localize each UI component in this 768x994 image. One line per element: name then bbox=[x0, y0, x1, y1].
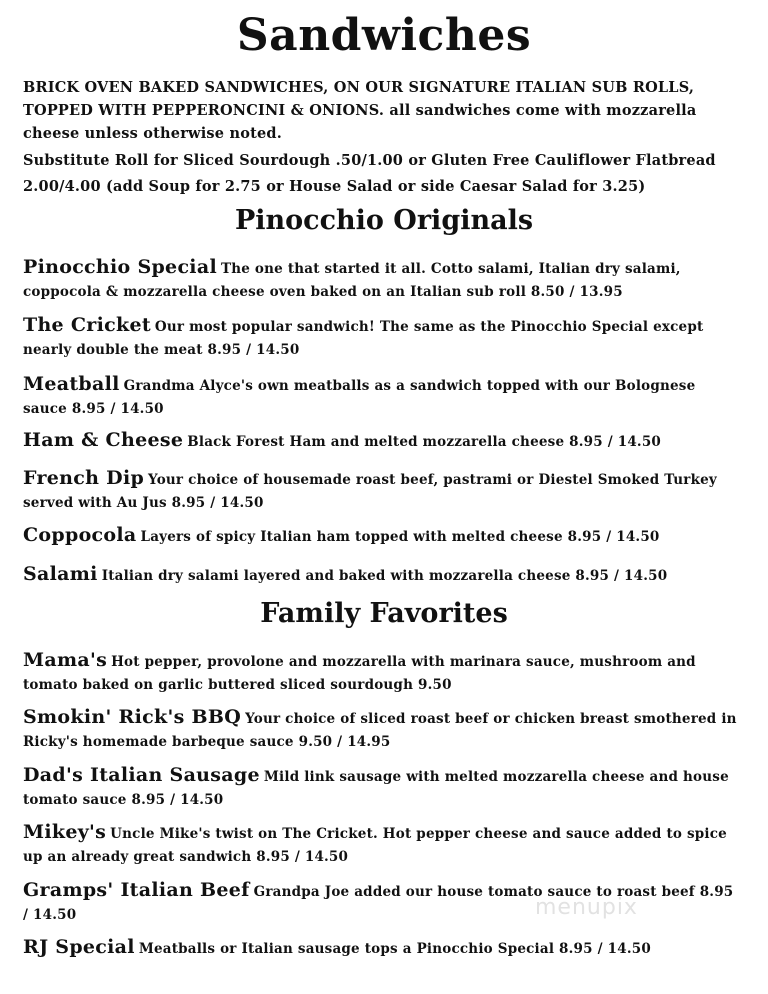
intro-text bbox=[23, 76, 743, 145]
item-desc: Your choice of sliced roast beef or chicken breast smothered in Ricky's homemade barbeque sauce 9.50 / 14.95 bbox=[23, 711, 737, 750]
item-desc: Hot pepper, provolone and mozzarella with marinara sauce, mushroom and tomato baked on garlic buttered sliced sourdough 9.50 bbox=[23, 654, 696, 693]
item-name: Salami bbox=[23, 563, 98, 585]
page-title: Sandwiches bbox=[236, 10, 532, 61]
item-name: Dad's Italian Sausage bbox=[23, 764, 260, 786]
section-title-pinocchio-originals: Pinocchio Originals bbox=[234, 205, 534, 236]
menu-item bbox=[23, 706, 743, 754]
menu-item bbox=[23, 764, 743, 812]
menu-item bbox=[23, 373, 743, 421]
menu-item bbox=[23, 314, 743, 362]
item-desc: Your choice of housemade roast beef, pastrami or Diestel Smoked Turkey served with Au Jus 8.95 / 14.50 bbox=[23, 472, 717, 511]
menu-item bbox=[23, 936, 743, 961]
substitute-note: Substitute Roll for Sliced Sourdough .50/1.00 or Gluten Free Cauliflower Flatbread 2.00/4.00 (add Soup for 2.75 or House Salad or side Caesar Salad for 3.25) bbox=[23, 152, 716, 195]
intro-note: all sandwiches come with mozzarella cheese unless otherwise noted. bbox=[23, 102, 697, 142]
item-name: French Dip bbox=[23, 467, 145, 489]
item-desc: Our most popular sandwich! The same as the Pinocchio Special except nearly double the meat 8.95 / 14.50 bbox=[23, 319, 704, 358]
section-title-family-favorites: Family Favorites bbox=[260, 598, 508, 629]
intro-caps: BRICK OVEN BAKED SANDWICHES, ON OUR SIGNATURE ITALIAN SUB ROLLS, TOPPED WITH PEPPERONCINI & ONIONS. bbox=[23, 79, 695, 119]
item-desc: Grandma Alyce's own meatballs as a sandwich topped with our Bolognese sauce 8.95 / 14.50 bbox=[23, 378, 696, 417]
item-desc: Grandpa Joe added our house tomato sauce to roast beef 8.95 / 14.50 bbox=[23, 884, 734, 923]
item-desc: Black Forest Ham and melted mozzarella cheese 8.95 / 14.50 bbox=[187, 434, 662, 450]
item-desc: Meatballs or Italian sausage tops a Pinocchio Special 8.95 / 14.50 bbox=[138, 941, 651, 957]
item-desc: Mild link sausage with melted mozzarella cheese and house tomato sauce 8.95 / 14.50 bbox=[23, 769, 729, 808]
item-name: RJ Special bbox=[23, 936, 135, 958]
item-desc: Italian dry salami layered and baked with mozzarella cheese 8.95 / 14.50 bbox=[101, 568, 668, 584]
menu-item bbox=[23, 256, 743, 304]
item-name: Coppocola bbox=[23, 524, 137, 546]
menu-item bbox=[23, 563, 743, 588]
item-name: Meatball bbox=[23, 373, 120, 395]
item-desc: Uncle Mike's twist on The Cricket. Hot pepper cheese and sauce added to spice up an already great sandwich 8.95 / 14.50 bbox=[23, 826, 727, 865]
item-name: Pinocchio Special bbox=[23, 256, 217, 278]
item-name: Gramps' Italian Beef bbox=[23, 879, 250, 901]
menu-item bbox=[23, 524, 743, 549]
item-name: Smokin' Rick's BBQ bbox=[23, 706, 242, 728]
menu-item bbox=[23, 821, 743, 869]
watermark: menupix bbox=[535, 895, 638, 920]
item-name: Mikey's bbox=[23, 821, 107, 843]
menu-item bbox=[23, 649, 743, 697]
item-name: Ham & Cheese bbox=[23, 429, 184, 451]
item-name: Mama's bbox=[23, 649, 108, 671]
item-name: The Cricket bbox=[23, 314, 151, 336]
menu-item bbox=[23, 429, 743, 454]
item-desc: The one that started it all. Cotto salami, Italian dry salami, coppocola & mozzarella cheese oven baked on an Italian sub roll 8.50 / 13.95 bbox=[23, 261, 681, 300]
item-desc: Layers of spicy Italian ham topped with melted cheese 8.95 / 14.50 bbox=[140, 529, 660, 545]
menu-item bbox=[23, 467, 743, 515]
